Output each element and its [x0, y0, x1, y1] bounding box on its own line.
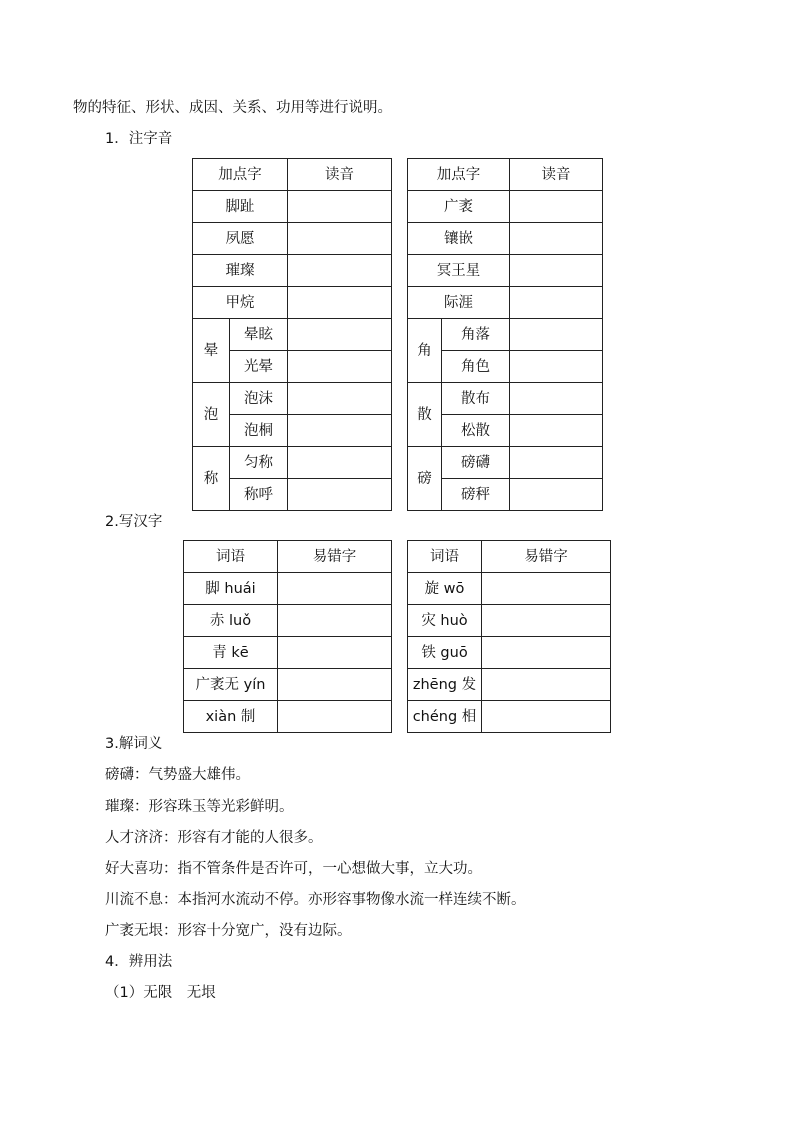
- answer-cell[interactable]: [482, 701, 611, 733]
- word-cell: xiàn 制: [184, 701, 278, 733]
- word-cell: 赤 luǒ: [184, 605, 278, 637]
- table-row: [184, 605, 611, 637]
- answer-cell[interactable]: [510, 415, 603, 447]
- definition-line: 广袤无垠：形容十分宽广，没有边际。: [105, 923, 352, 939]
- answer-cell[interactable]: [288, 191, 392, 223]
- answer-cell[interactable]: [510, 319, 603, 351]
- word-cell: 甲烷: [193, 287, 288, 319]
- word-cell: 镶嵌: [408, 223, 510, 255]
- header-reading: 读音: [288, 159, 392, 191]
- word-cell: 磅礴: [442, 447, 510, 479]
- table-header-row: [184, 541, 611, 573]
- table-row: [184, 637, 611, 669]
- word-cell: 璀璨: [193, 255, 288, 287]
- answer-cell[interactable]: [288, 447, 392, 479]
- answer-cell[interactable]: [510, 223, 603, 255]
- answer-cell[interactable]: [288, 223, 392, 255]
- word-cell: 晕眩: [230, 319, 288, 351]
- word-cell: 松散: [442, 415, 510, 447]
- header-char: 加点字: [408, 159, 510, 191]
- section-4-heading: 4．辨用法: [105, 954, 173, 970]
- answer-cell[interactable]: [482, 669, 611, 701]
- word-cell: 铁 guō: [408, 637, 482, 669]
- answer-cell[interactable]: [482, 605, 611, 637]
- word-cell: chéng 相: [408, 701, 482, 733]
- section-3-heading: 3.解词义: [105, 736, 163, 752]
- polyphone-char: 角: [408, 319, 442, 383]
- table-row: [193, 351, 603, 383]
- word-cell: 磅秤: [442, 479, 510, 511]
- word-cell: 际涯: [408, 287, 510, 319]
- answer-cell[interactable]: [510, 351, 603, 383]
- answer-cell[interactable]: [288, 479, 392, 511]
- word-cell: 匀称: [230, 447, 288, 479]
- answer-cell[interactable]: [278, 701, 392, 733]
- polyphone-char: 泡: [193, 383, 230, 447]
- polyphone-char: 称: [193, 447, 230, 511]
- header-word: 词语: [408, 541, 482, 573]
- writing-table: [183, 540, 611, 733]
- polyphone-char: 晕: [193, 319, 230, 383]
- header-error-char: 易错字: [278, 541, 392, 573]
- answer-cell[interactable]: [288, 319, 392, 351]
- word-cell: 夙愿: [193, 223, 288, 255]
- definition-line: 磅礴：气势盛大雄伟。: [105, 767, 250, 783]
- table-row: [184, 573, 611, 605]
- answer-cell[interactable]: [482, 637, 611, 669]
- word-cell: 旋 wō: [408, 573, 482, 605]
- answer-cell[interactable]: [510, 255, 603, 287]
- word-cell: 称呼: [230, 479, 288, 511]
- answer-cell[interactable]: [288, 383, 392, 415]
- answer-cell[interactable]: [278, 637, 392, 669]
- table-row: [193, 191, 603, 223]
- answer-cell[interactable]: [510, 383, 603, 415]
- word-cell: 光晕: [230, 351, 288, 383]
- word-cell: 泡桐: [230, 415, 288, 447]
- answer-cell[interactable]: [288, 255, 392, 287]
- word-cell: 脚趾: [193, 191, 288, 223]
- table-row: [193, 287, 603, 319]
- polyphone-char: 散: [408, 383, 442, 447]
- word-cell: 青 kē: [184, 637, 278, 669]
- table-row: [184, 701, 611, 733]
- pronunciation-table: [192, 158, 603, 511]
- section-1-heading: 1．注字音: [105, 131, 173, 147]
- intro-text: 物的特征、形状、成因、关系、功用等进行说明。: [73, 100, 392, 116]
- answer-cell[interactable]: [510, 447, 603, 479]
- answer-cell[interactable]: [288, 415, 392, 447]
- answer-cell[interactable]: [278, 669, 392, 701]
- word-cell: 泡沫: [230, 383, 288, 415]
- header-reading: 读音: [510, 159, 603, 191]
- definition-line: 好大喜功：指不管条件是否许可，一心想做大事，立大功。: [105, 861, 482, 877]
- header-char: 加点字: [193, 159, 288, 191]
- word-cell: 角落: [442, 319, 510, 351]
- word-cell: 角色: [442, 351, 510, 383]
- polyphone-char: 磅: [408, 447, 442, 511]
- word-cell: zhēng 发: [408, 669, 482, 701]
- table-row: [193, 447, 603, 479]
- answer-cell[interactable]: [510, 287, 603, 319]
- answer-cell[interactable]: [510, 191, 603, 223]
- answer-cell[interactable]: [510, 479, 603, 511]
- definition-line: 人才济济：形容有才能的人很多。: [105, 830, 323, 846]
- word-cell: 脚 huái: [184, 573, 278, 605]
- answer-cell[interactable]: [288, 287, 392, 319]
- table-row: [193, 255, 603, 287]
- answer-cell[interactable]: [482, 573, 611, 605]
- table-row: [193, 319, 603, 351]
- answer-cell[interactable]: [278, 605, 392, 637]
- word-cell: 广袤无 yín: [184, 669, 278, 701]
- header-word: 词语: [184, 541, 278, 573]
- table-row: [184, 669, 611, 701]
- word-cell: 散布: [442, 383, 510, 415]
- word-cell: 灾 huò: [408, 605, 482, 637]
- header-error-char: 易错字: [482, 541, 611, 573]
- definition-line: 璀璨：形容珠玉等光彩鲜明。: [105, 799, 294, 815]
- table-row: [193, 479, 603, 511]
- definition-line: 川流不息：本指河水流动不停。亦形容事物像水流一样连续不断。: [105, 892, 526, 908]
- table-row: [193, 415, 603, 447]
- table-row: [193, 383, 603, 415]
- answer-cell[interactable]: [288, 351, 392, 383]
- table-header-row: [193, 159, 603, 191]
- section-2-heading: 2.写汉字: [105, 514, 163, 530]
- word-cell: 冥王星: [408, 255, 510, 287]
- answer-cell[interactable]: [278, 573, 392, 605]
- word-cell: 广袤: [408, 191, 510, 223]
- table-row: [193, 223, 603, 255]
- usage-item: （1）无限 无垠: [105, 985, 216, 1001]
